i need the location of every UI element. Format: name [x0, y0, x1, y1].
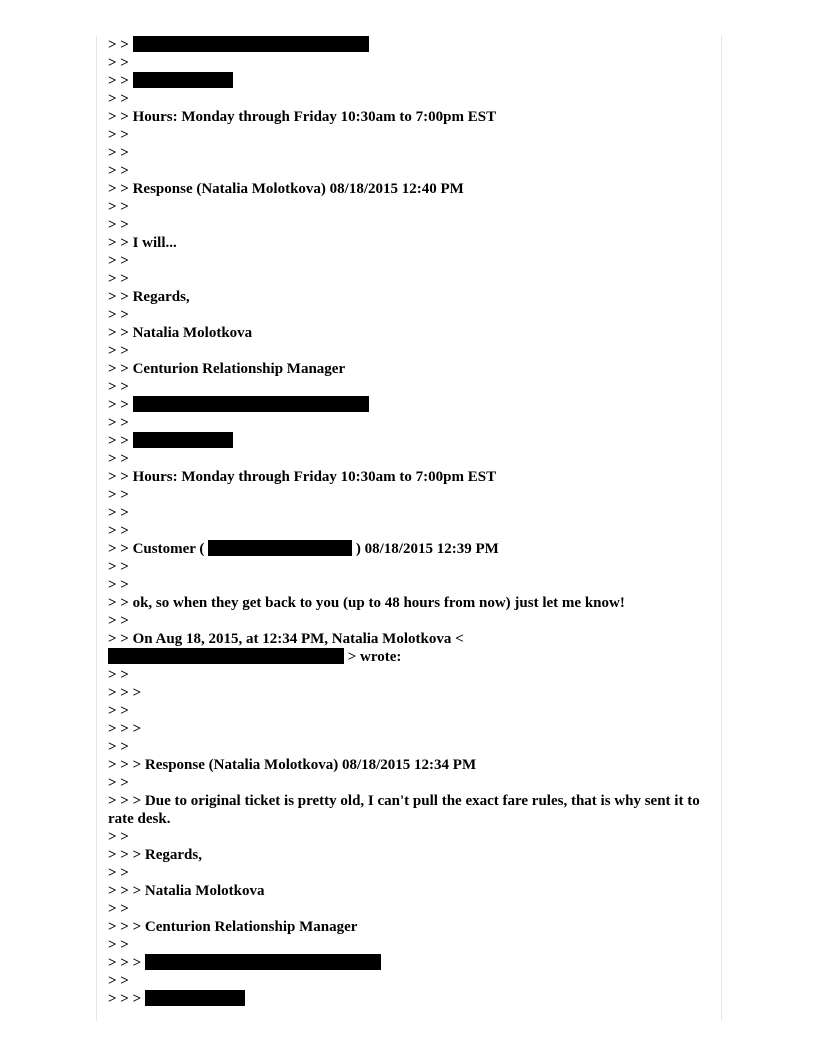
line-text: > > Natalia Molotkova [108, 325, 253, 341]
email-line [108, 630, 718, 648]
line-text: > > [108, 397, 129, 413]
email-line [108, 522, 718, 540]
email-line [108, 144, 718, 162]
line-text: > > [108, 577, 129, 593]
line-text: > > [108, 415, 129, 431]
redaction-bar [145, 954, 381, 970]
line-text: > > [108, 451, 129, 467]
line-text: > > Customer ( [108, 541, 205, 557]
email-line [108, 414, 718, 432]
redaction-bar [208, 540, 352, 556]
email-line [108, 486, 718, 504]
line-text: > > [108, 433, 129, 449]
line-text: > > > Regards, [108, 847, 202, 863]
line-text: > > > [108, 991, 142, 1007]
line-text: > > [108, 487, 129, 503]
email-line [108, 576, 718, 594]
line-text: > > [108, 973, 129, 989]
line-text: > > [108, 379, 129, 395]
email-line [108, 666, 718, 684]
line-text: > > [108, 307, 129, 323]
email-line [108, 450, 718, 468]
email-line [108, 702, 718, 720]
email-line [108, 738, 718, 756]
line-text: > > > Due to original ticket is pretty old, I can't pull the exact fare rules, that is why sent it to rate desk. [108, 793, 700, 827]
email-line [108, 756, 718, 774]
line-text: > > ok, so when they get back to you (up to 48 hours from now) just let me know! [108, 595, 625, 611]
email-line [108, 774, 718, 792]
line-text: > > [108, 901, 129, 917]
email-line [108, 378, 718, 396]
line-text: > > [108, 163, 129, 179]
email-line [108, 324, 718, 342]
email-line [108, 36, 718, 54]
line-text: > > [108, 91, 129, 107]
line-text: > > Centurion Relationship Manager [108, 361, 346, 377]
email-line [108, 954, 718, 972]
line-text: > > [108, 73, 129, 89]
line-text: > > On Aug 18, 2015, at 12:34 PM, Natalia Molotkova < [108, 631, 464, 647]
line-text: > > [108, 217, 129, 233]
line-text: > > > Centurion Relationship Manager [108, 919, 358, 935]
line-text: > > [108, 703, 129, 719]
line-text: > > > [108, 955, 142, 971]
email-line [108, 54, 718, 72]
email-line [108, 882, 718, 900]
email-line [108, 900, 718, 918]
email-line [108, 648, 718, 666]
line-text: > > [108, 127, 129, 143]
email-line [108, 270, 718, 288]
email-line [108, 216, 718, 234]
redaction-bar [133, 72, 233, 88]
line-text: > > [108, 145, 129, 161]
redaction-bar [133, 432, 233, 448]
line-text: > > [108, 55, 129, 71]
line-text: > > [108, 829, 129, 845]
line-text: > > [108, 865, 129, 881]
email-line [108, 306, 718, 324]
email-line [108, 846, 718, 864]
email-line [108, 684, 718, 702]
email-line [108, 90, 718, 108]
line-text: > > [108, 343, 129, 359]
line-text: > > > Response (Natalia Molotkova) 08/18/2015 12:34 PM [108, 757, 477, 773]
email-line [108, 360, 718, 378]
email-line [108, 612, 718, 630]
email-line [108, 864, 718, 882]
email-line [108, 180, 718, 198]
line-text: > > > [108, 685, 142, 701]
line-text: > > Hours: Monday through Friday 10:30am to 7:00pm EST [108, 109, 497, 125]
email-line [108, 828, 718, 846]
email-line [108, 540, 718, 558]
line-text-after: > wrote: [347, 649, 402, 665]
email-line [108, 396, 718, 414]
line-text: > > [108, 523, 129, 539]
line-text: > > [108, 271, 129, 287]
email-line [108, 936, 718, 954]
line-text: > > [108, 505, 129, 521]
redaction-bar [145, 990, 245, 1006]
line-text: > > [108, 739, 129, 755]
email-line [108, 108, 718, 126]
line-text: > > [108, 37, 129, 53]
line-text: > > [108, 559, 129, 575]
line-text: > > [108, 613, 129, 629]
email-line [108, 72, 718, 90]
redaction-bar [133, 396, 369, 412]
line-text: > > [108, 253, 129, 269]
email-line [108, 234, 718, 252]
line-text: > > Response (Natalia Molotkova) 08/18/2015 12:40 PM [108, 181, 464, 197]
email-body [108, 36, 718, 1008]
line-text: > > Hours: Monday through Friday 10:30am to 7:00pm EST [108, 469, 497, 485]
email-line [108, 558, 718, 576]
redaction-bar [108, 648, 344, 664]
email-line [108, 504, 718, 522]
email-line [108, 432, 718, 450]
email-line [108, 342, 718, 360]
redaction-bar [133, 36, 369, 52]
email-line [108, 162, 718, 180]
email-line [108, 198, 718, 216]
line-text: > > > Natalia Molotkova [108, 883, 265, 899]
email-line [108, 252, 718, 270]
line-text: > > [108, 937, 129, 953]
line-text-after: ) 08/18/2015 12:39 PM [355, 541, 499, 557]
email-line [108, 468, 718, 486]
email-line [108, 918, 718, 936]
email-line [108, 990, 718, 1008]
line-text: > > Regards, [108, 289, 190, 305]
email-line [108, 792, 718, 828]
email-line [108, 972, 718, 990]
email-line [108, 594, 718, 612]
line-text: > > I will... [108, 235, 177, 251]
email-line [108, 288, 718, 306]
line-text: > > > [108, 721, 142, 737]
line-text: > > [108, 775, 129, 791]
email-line [108, 126, 718, 144]
email-line [108, 720, 718, 738]
line-text: > > [108, 667, 129, 683]
line-text: > > [108, 199, 129, 215]
